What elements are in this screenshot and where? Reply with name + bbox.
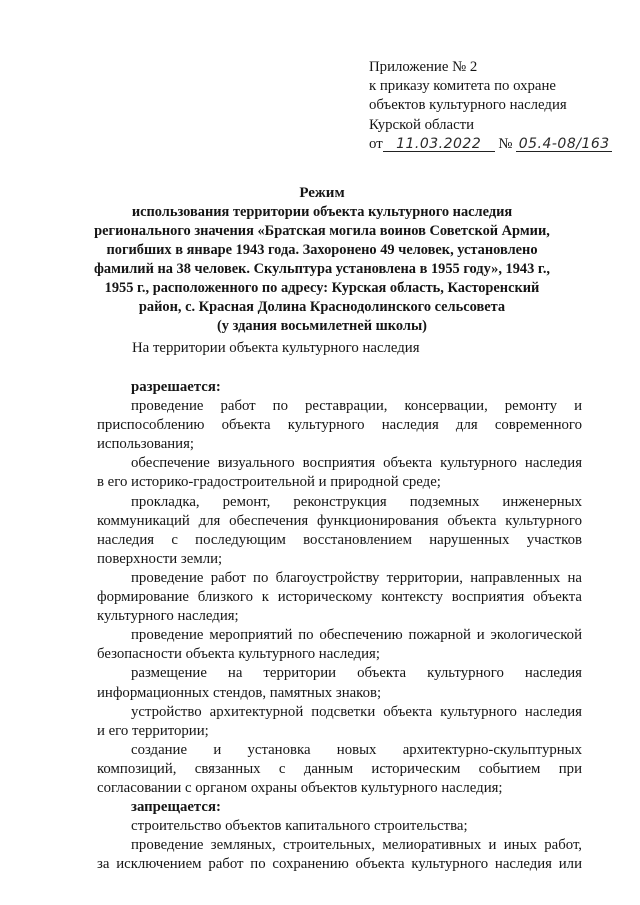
appendix-title: Приложение № 2 [369, 59, 478, 75]
order-reference-line3: Курской области [369, 116, 475, 133]
handwritten-date: 11.03.2022 [396, 135, 482, 152]
title-line: фамилий на 38 человек. Скульптура установлена в 1955 году», 1943 г., [93, 261, 551, 277]
body-line: безопасности объекта культурного наследия; [97, 646, 380, 663]
body-line: проведение работ по реставрации, консервации, ремонту и [131, 398, 582, 415]
title-line: использования территории объекта культурного наследия [131, 204, 513, 220]
title-line: 1955 г., расположенного по адресу: Курская область, Касторенский [104, 280, 540, 296]
body-line: проведение земляных, строительных, мелиоративных и иных работ, [131, 837, 582, 854]
title-line: район, с. Красная Долина Краснодолинского сельсовета [138, 299, 506, 315]
body-line: приспособлению объекта культурного наследия для современного [97, 417, 582, 434]
document-title [82, 184, 562, 336]
body-line: за исключением работ по сохранению объекта культурного наследия или [97, 856, 582, 873]
title-line: погибших в январе 1943 года. Захоронено 49 человек, установлено [106, 242, 538, 258]
body-line: размещение на территории объекта культурного наследия [131, 665, 582, 682]
body-line: устройство архитектурной подсветки объекта культурного наследия [131, 703, 582, 720]
order-date-number-line [369, 135, 629, 154]
allowed-heading: разрешается: [131, 379, 221, 395]
order-number-field [516, 137, 612, 152]
order-date-field [383, 137, 495, 152]
number-label: № [498, 135, 513, 152]
body-line: в его историко-градостроительной и природной среде; [97, 474, 441, 491]
title-line: (у здания восьмилетней школы) [217, 318, 427, 334]
handwritten-number: 05.4-08/163 [518, 135, 610, 152]
body-line: обеспечение визуального восприятия объекта культурного наследия [131, 455, 582, 472]
appendix-header [369, 58, 629, 154]
order-reference: к приказу комитета по охране [369, 78, 556, 95]
body-line: информационных стендов, памятных знаков; [97, 684, 382, 701]
body-line: согласовании с органом охраны объектов культурного наследия; [97, 779, 503, 796]
body-line: создание и установка новых архитектурно-скульптурных [131, 741, 582, 758]
body-line: проведение работ по благоустройству территории, направленных на [131, 569, 582, 586]
body-line: формирование близкого к историческому контексту восприятия объекта [97, 589, 582, 606]
body-line: строительство объектов капитального строительства; [131, 818, 468, 835]
body-line: наследия с последующим восстановлением нарушенных участков [97, 531, 582, 548]
body-line: коммуникаций для обеспечения функционирования объекта культурного [97, 512, 582, 529]
body-line: культурного наследия; [97, 608, 239, 625]
regime-body [97, 378, 582, 874]
body-line: и его территории; [97, 722, 209, 739]
title-regime: Режим [299, 185, 345, 201]
from-label: от [369, 135, 383, 152]
intro-text: На территории объекта культурного наследия [132, 340, 420, 356]
body-line: прокладка, ремонт, реконструкция подземных инженерных [131, 493, 582, 510]
body-line: композиций, связанных с данным историческим событием при [97, 760, 582, 777]
forbidden-heading: запрещается: [131, 799, 221, 816]
body-line: проведение мероприятий по обеспечению пожарной и экологической [131, 627, 582, 644]
body-line: поверхности земли; [97, 550, 223, 567]
title-line: регионального значения «Братская могила воинов Советской Армии, [94, 223, 550, 239]
order-reference-line2: объектов культурного наследия [369, 97, 567, 114]
body-line: использования; [97, 436, 195, 453]
